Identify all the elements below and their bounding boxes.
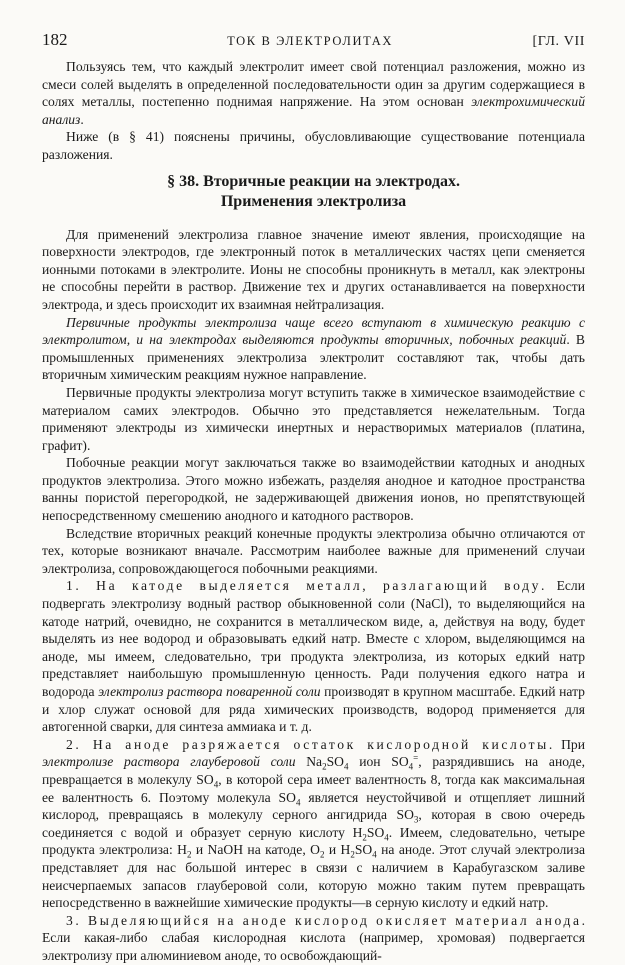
body-paragraph-6: 1. На катоде выделяется металл, разлагающий воду. Если подвергать электролизу водный раствор обыкновенной соли (NaCl), то выделяющийся на катоде натрий, очевидно, не сохранится в металлическом виде, а, действуя на воду, будет выделять из нее водород и образовывать едкий натр. Вместе с хлором, выделяющимся на аноде, мы имеем, следовательно, три продукта электролиза, из которых едкий натр представляет наибольшую промышленную ценность. Ради получения едкого натра и водорода электролиз раствора поваренной соли производят в крупном масштабе. Едкий натр и хлор служат основой для ряда химических производств, водород применяется для автогенной сварки, для синтеза аммиака и т. д.: [42, 578, 585, 735]
body-paragraph-3: Первичные продукты электролиза могут вступить также в химическое взаимодействие с материалом самих электродов. Обычно это представляется нежелательным. Тогда применяют электроды из химически инертных и нерастворимых материалов (платина, графит).: [42, 384, 585, 453]
section-title-line-2: Применения электролиза: [220, 192, 407, 210]
running-title: ТОК В ЭЛЕКТРОЛИТАХ: [227, 34, 393, 48]
intro-paragraph-2: Ниже (в § 41) пояснены причины, обусловливающие существование потенциала разложения.: [42, 129, 585, 162]
body-paragraph-8: 3. Выделяющийся на аноде кислород окисляет материал анода. Если какая-либо слабая кислородная кислота (например, хромовая) подвергается электролизу при алюминиевом аноде, то освобождающий-: [42, 912, 585, 963]
body-paragraph-5: Вследствие вторичных реакций конечные продукты электролиза обычно отличаются от тех, которые возникают вначале. Рассмотрим наиболее важные для применений случаи электролиза, сопровождающегося побочными реакциями.: [42, 525, 585, 576]
section-title-line-1: § 38. Вторичные реакции на электродах.: [167, 172, 460, 190]
intro-paragraph-1: Пользуясь тем, что каждый электролит имеет свой потенциал разложения, можно из смеси солей выделять в определенной последовательности один за другим содержащиеся в солях металлы, постепенно поднимая напряжение. На этом основан электрохимический анализ.: [42, 59, 585, 127]
section-heading: [42, 172, 585, 212]
page-header: [42, 30, 585, 58]
chapter-reference: [ГЛ. VII: [532, 34, 585, 49]
body-paragraph-1: Для применений электролиза главное значение имеют явления, происходящие на поверхности электродов, где электронный поток в металлических частях цепи сменяется ионными потоками в электролите. Ионы не способны проникнуть в металл, как электроны не способны перейти в раствор. Движение тех и других останавливается на поверхности электрода, и здесь происходит их взаимная нейтрализация.: [42, 226, 585, 312]
body-paragraph-2: Первичные продукты электролиза чаще всего вступают в химическую реакцию с электролитом, и на электродах выделяются продукты вторичных, побочных реакций. В промышленных применениях электролиза электролит составляют так, чтобы дать вторичным химическим реакциям нужное направление.: [42, 314, 585, 383]
page-number: 182: [42, 30, 68, 49]
body-paragraph-4: Побочные реакции могут заключаться также во взаимодействии катодных и анодных продуктов электролиза. Этого можно избежать, разделяя анодное и катодное пространства ванны пористой перегородкой, не задерживающей движения ионов, но препятствующей непосредственному смешению анодного и катодного растворов.: [42, 455, 585, 524]
body-paragraph-7: 2. На аноде разряжается остаток кислородной кислоты. При электролизе раствора глауберовой соли $Na_2SO_4$ ион $SO_4^=$, разрядившись на аноде, превращается в молекулу $SO_4$, в которой сера имеет валентность 8, тогда как максимальная ее валентность 6. Поэтому молекула $SO_4$ является неустойчивой и отщепляет лишний кислород, превращаясь в молекулу серного ангидрида $SO_3$, которая в свою очередь соединяется с водой и образует серную кислоту $H_2SO_4$. Имеем, следовательно, четыре продукта электролиза: $H_2$ и NaOH на катоде, $O_2$ и $H_2SO_4$ на аноде. Этот случай электролиза представляет для нас большой интерес в связи с наличием в Карабугазском заливе неисчерпаемых запасов глауберовой соли, которую можно таким путем превращать непосредственно в важнейшие химические продукты—в серную кислоту и едкий натр.: [42, 736, 586, 911]
